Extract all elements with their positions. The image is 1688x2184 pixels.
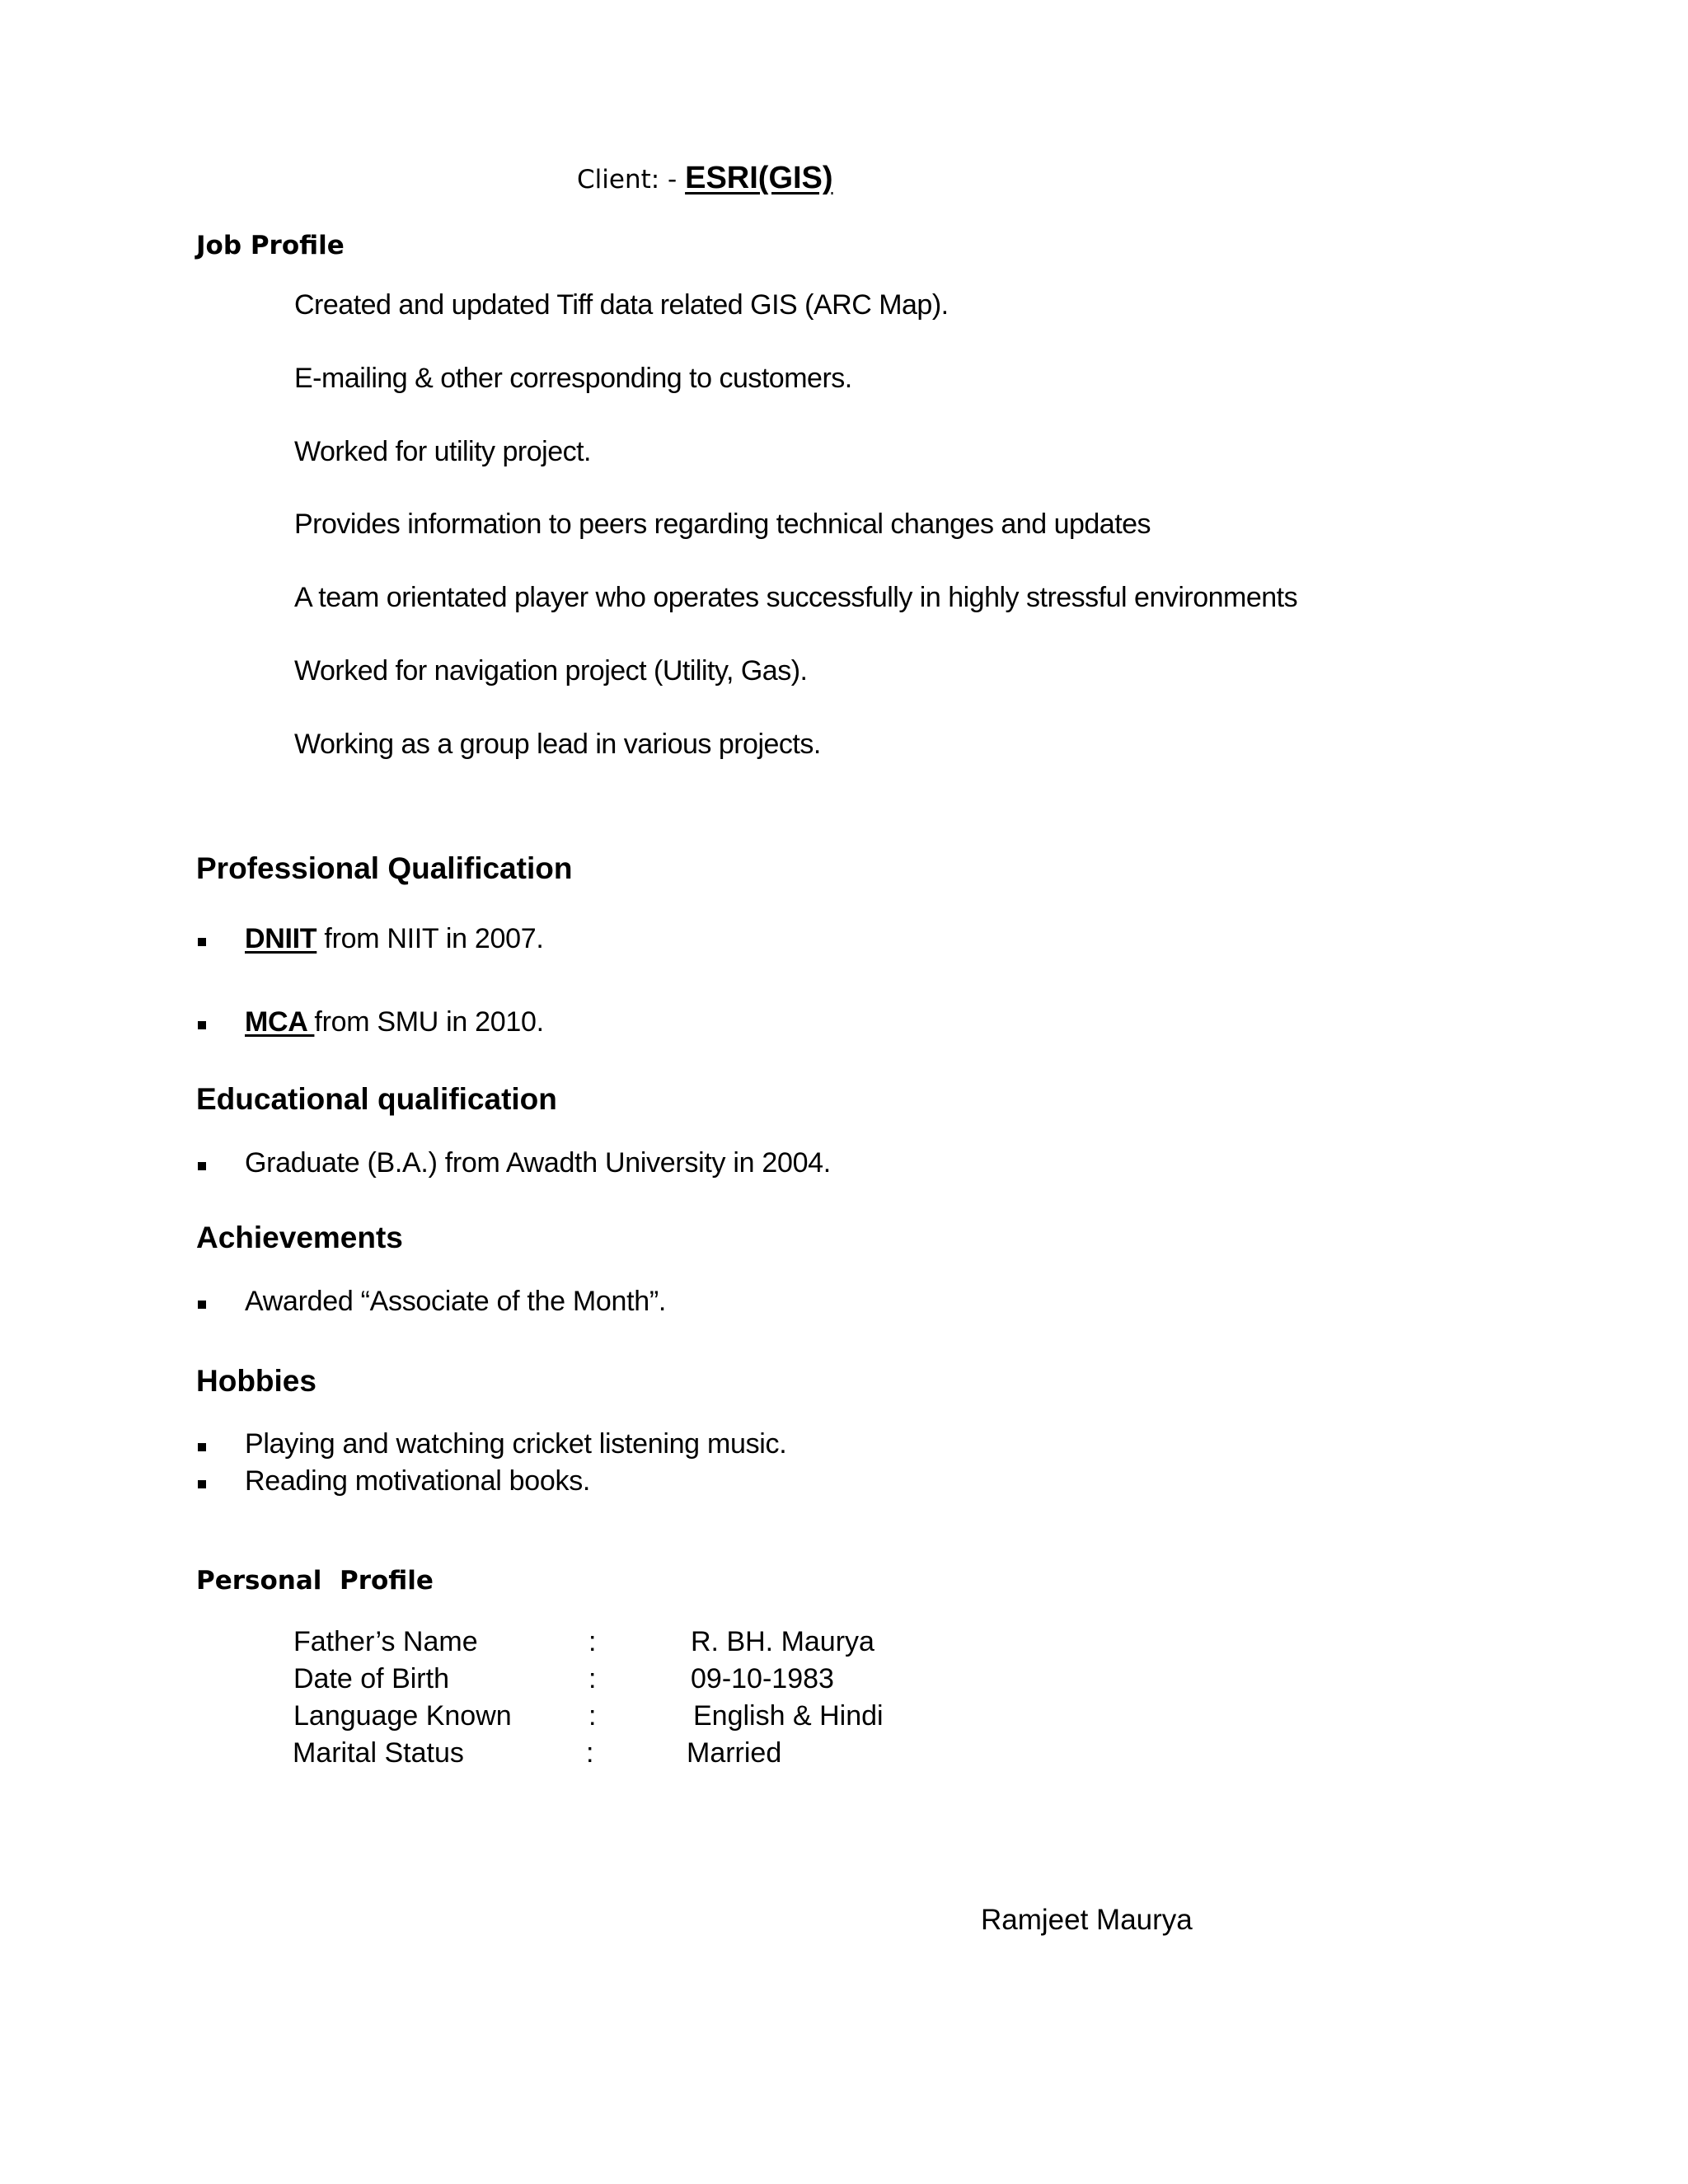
personal-profile-value: R. BH. Maurya [691, 1626, 874, 1657]
education-item: Graduate (B.A.) from Awadth University in 2004. [245, 1147, 831, 1179]
qualification-item [245, 923, 544, 955]
job-profile-item: A team orientated player who operates successfully in highly stressful environments [294, 582, 1298, 613]
qualification-detail: from SMU in 2010. [314, 1006, 544, 1038]
personal-profile-row [293, 1626, 1035, 1662]
personal-profile-label: Marital Status [293, 1737, 464, 1769]
personal-profile-label: Language Known [293, 1700, 512, 1732]
hobby-item: Reading motivational books. [245, 1465, 591, 1497]
personal-profile-value: English & Hindi [693, 1700, 884, 1732]
personal-profile-separator: : [588, 1626, 597, 1657]
hobby-item: Playing and watching cricket listening music. [245, 1428, 787, 1460]
job-profile-item: Worked for navigation project (Utility, Gas). [294, 655, 808, 687]
hobbies-heading: Hobbies [196, 1364, 316, 1398]
bullet-icon [198, 1480, 206, 1488]
job-profile-item: Working as a group lead in various projects. [294, 729, 821, 760]
qualification-degree: DNIIT [245, 923, 317, 954]
bullet-icon [198, 1443, 206, 1451]
client-line [577, 157, 833, 201]
professional-qualification-heading: Professional Qualification [196, 851, 573, 885]
bullet-icon [198, 938, 206, 946]
bullet-icon [198, 1162, 206, 1170]
qualification-detail: from NIIT in 2007. [316, 923, 544, 954]
personal-profile-row [293, 1700, 1035, 1736]
qualification-degree: MCA [245, 1006, 315, 1038]
personal-profile-row [293, 1663, 1035, 1699]
client-name: ESRI(GIS) [685, 161, 833, 195]
personal-profile-separator: : [586, 1737, 594, 1769]
bullet-icon [198, 1301, 206, 1309]
job-profile-item: Provides information to peers regarding technical changes and updates [294, 509, 1151, 540]
job-profile-item: Created and updated Tiff data related GIS (ARC Map). [294, 289, 949, 321]
personal-profile-label: Father’s Name [293, 1626, 478, 1657]
personal-profile-label: Date of Birth [293, 1663, 449, 1694]
signature-name: Ramjeet Maurya [981, 1904, 1193, 1936]
personal-profile-heading: Personal Profile [196, 1566, 434, 1596]
achievement-item: Awarded “Associate of the Month”. [245, 1286, 667, 1317]
job-profile-heading: Job Profile [196, 231, 345, 260]
job-profile-item: E-mailing & other corresponding to customers. [294, 363, 852, 394]
bullet-icon [198, 1021, 206, 1029]
personal-profile-row [293, 1737, 1034, 1774]
personal-profile-separator: : [588, 1663, 597, 1694]
personal-profile-value: Married [687, 1737, 782, 1769]
educational-qualification-heading: Educational qualification [196, 1082, 557, 1116]
client-prefix: Client: - [577, 165, 678, 194]
qualification-item [245, 1006, 544, 1038]
job-profile-item: Worked for utility project. [294, 436, 592, 467]
personal-profile-separator: : [588, 1700, 597, 1732]
achievements-heading: Achievements [196, 1221, 403, 1254]
personal-profile-value: 09-10-1983 [691, 1663, 834, 1694]
